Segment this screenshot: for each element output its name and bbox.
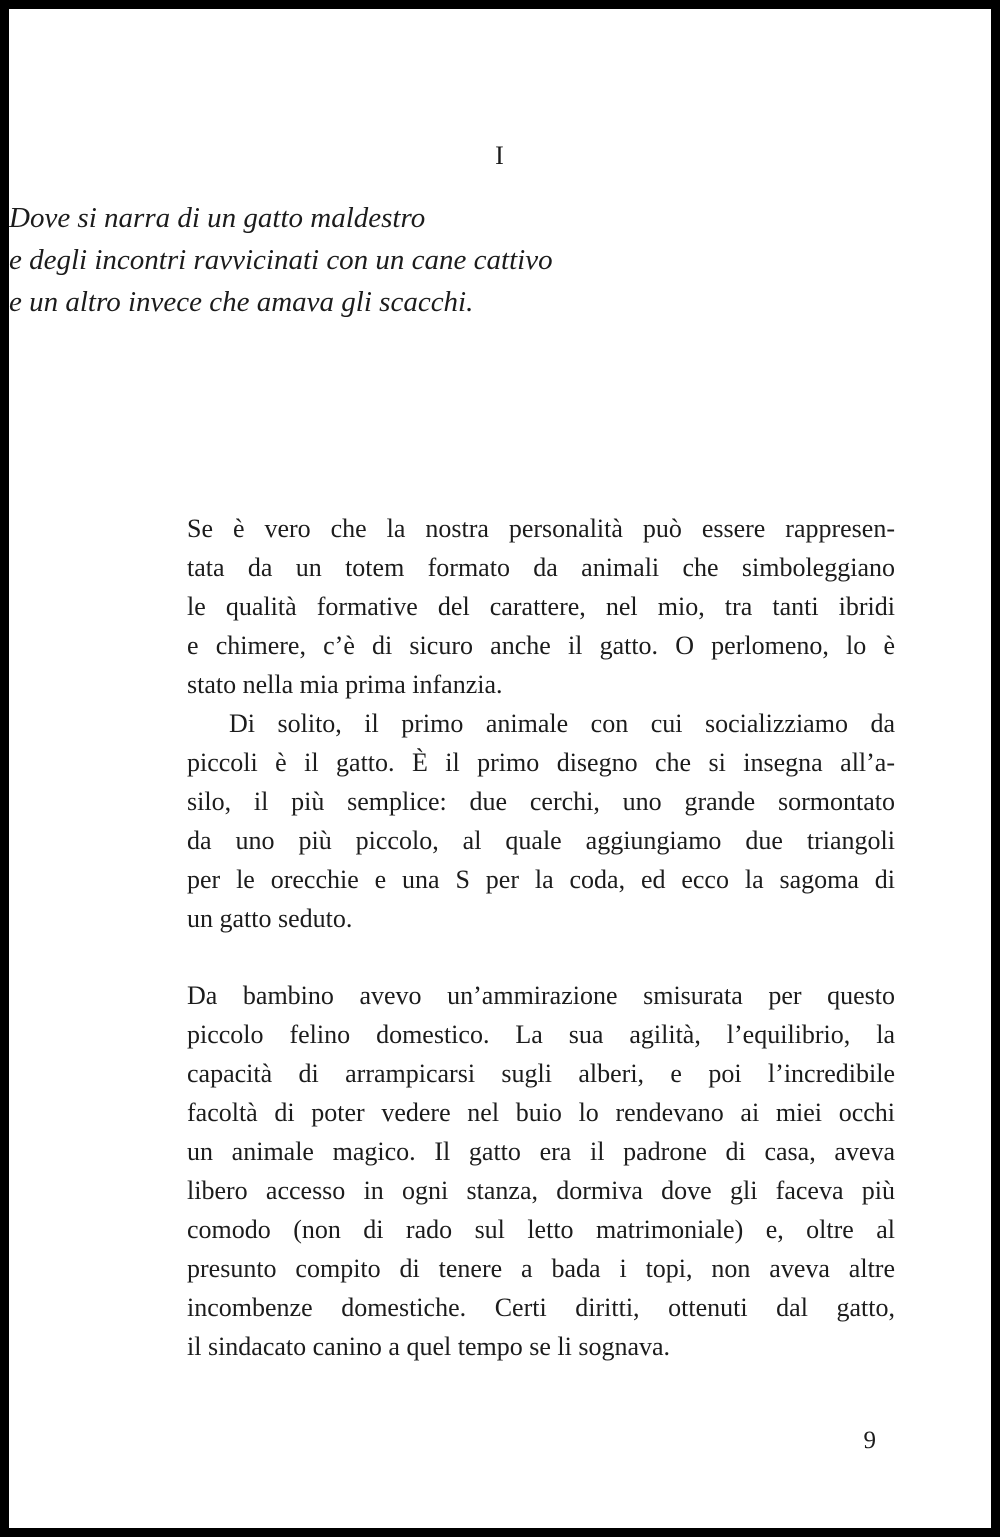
text-line: silo, il più semplice: due cerchi, uno grande sormontato <box>187 787 895 816</box>
chapter-subtitle <box>9 197 991 323</box>
text-line: Se è vero che la nostra personalità può essere rappresen- <box>187 514 895 543</box>
text-line: e chimere, c’è di sicuro anche il gatto. O perlomeno, lo è <box>187 631 895 660</box>
text-line: comodo (non di rado sul letto matrimoniale) e, oltre al <box>187 1215 895 1244</box>
text-line: e un altro invece che amava gli scacchi. <box>9 286 474 318</box>
paragraph <box>187 509 895 704</box>
text-line: e degli incontri ravvicinati con un cane cattivo <box>9 244 553 276</box>
text-line: libero accesso in ogni stanza, dormiva dove gli faceva più <box>187 1176 895 1205</box>
text-line: stato nella mia prima infanzia. <box>187 670 503 699</box>
text-line: per le orecchie e una S per la coda, ed ecco la sagoma di <box>187 865 895 894</box>
paragraph <box>187 704 895 938</box>
text-line: presunto compito di tenere a bada i topi, non aveva altre <box>187 1254 895 1283</box>
text-line: facoltà di poter vedere nel buio lo rendevano ai miei occhi <box>187 1098 895 1127</box>
body-text <box>187 509 895 1366</box>
paragraph <box>187 976 895 1366</box>
text-line: un gatto seduto. <box>187 904 353 933</box>
text-line: il sindacato canino a quel tempo se li sognava. <box>187 1332 671 1361</box>
text-line: da uno più piccolo, al quale aggiungiamo due triangoli <box>187 826 895 855</box>
text-line: incombenze domestiche. Certi diritti, ottenuti dal gatto, <box>187 1293 895 1322</box>
text-line: piccoli è il gatto. È il primo disegno che si insegna all’a- <box>187 748 895 777</box>
text-line: capacità di arrampicarsi sugli alberi, e poi l’incredibile <box>187 1059 895 1088</box>
text-line: Di solito, il primo animale con cui socializziamo da <box>229 709 895 738</box>
text-line: tata da un totem formato da animali che simboleggiano <box>187 553 895 582</box>
chapter-number: I <box>495 141 505 170</box>
text-line: le qualità formative del carattere, nel mio, tra tanti ibridi <box>187 592 895 621</box>
text-line: Da bambino avevo un’ammirazione smisurata per questo <box>187 981 895 1010</box>
text-line: piccolo felino domestico. La sua agilità, l’equilibrio, la <box>187 1020 895 1049</box>
page-number: 9 <box>863 1427 876 1454</box>
text-line: un animale magico. Il gatto era il padrone di casa, aveva <box>187 1137 895 1166</box>
text-line: Dove si narra di un gatto maldestro <box>9 202 426 234</box>
